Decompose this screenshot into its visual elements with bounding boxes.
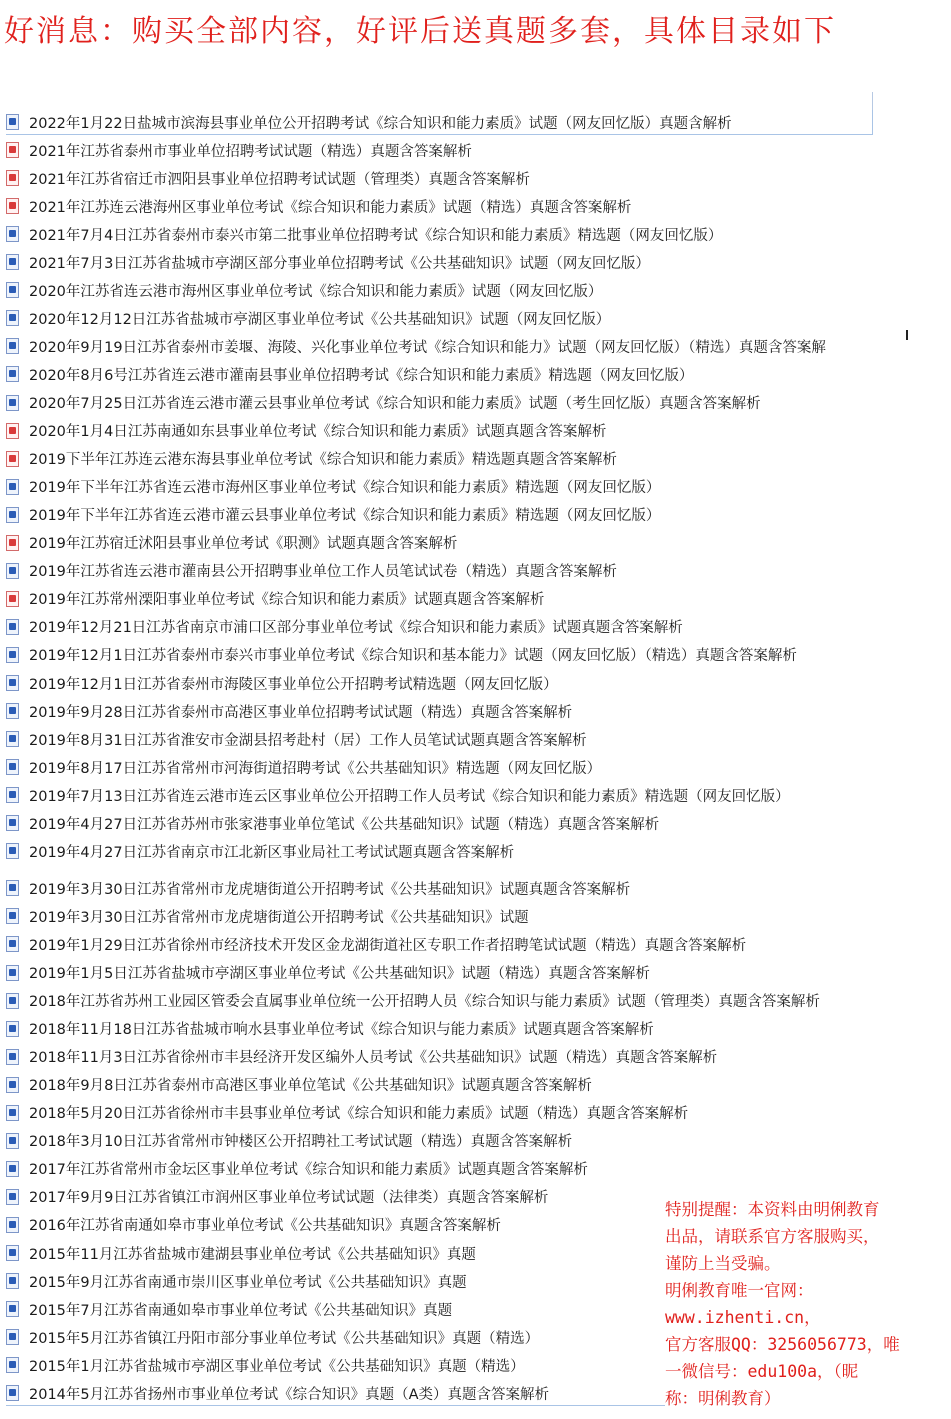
file-list-item[interactable]	[6, 1325, 539, 1349]
doc-icon	[6, 1301, 19, 1317]
file-name-label: 2018年11月18日江苏省盐城市响水县事业单位考试《综合知识与能力素质》试题真题含答案解析	[29, 1022, 654, 1039]
file-name-label: 2021年江苏连云港海州区事业单位考试《综合知识和能力素质》试题（精选）真题含答案解析	[29, 199, 632, 216]
doc-icon	[6, 675, 19, 691]
file-name-label: 2022年1月22日盐城市滨海县事业单位公开招聘考试《综合知识和能力素质》试题（网友回忆版）真题含解析	[29, 115, 732, 132]
pdf-icon	[6, 170, 19, 186]
file-name-label: 2018年3月10日江苏省常州市钟楼区公开招聘社工考试试题（精选）真题含答案解析	[29, 1134, 573, 1151]
file-name-label: 2019年1月29日江苏省徐州市经济技术开发区金龙湖街道社区专职工作者招聘笔试试题（精选）真题含答案解析	[29, 937, 747, 954]
file-list-item[interactable]	[6, 811, 659, 835]
file-list-item[interactable]	[6, 166, 530, 190]
file-list-item[interactable]	[6, 531, 457, 555]
file-list-item[interactable]	[6, 932, 746, 956]
doc-icon	[6, 965, 19, 981]
notice-line: 明俐教育唯一官网：	[665, 1281, 814, 1300]
pdf-icon	[6, 423, 19, 439]
file-name-label: 2019年8月17日江苏省常州市河海街道招聘考试《公共基础知识》精选题（网友回忆版）	[29, 760, 602, 777]
file-name-label: 2019年江苏宿迁沭阳县事业单位考试《职测》试题真题含答案解析	[29, 536, 458, 553]
file-list-item[interactable]	[6, 904, 529, 928]
file-list-item[interactable]	[6, 1129, 572, 1153]
doc-icon	[6, 563, 19, 579]
file-list-item[interactable]	[6, 503, 660, 527]
doc-icon	[6, 114, 19, 130]
pdf-icon	[6, 535, 19, 551]
file-name-label: 2015年9月江苏省南通市崇川区事业单位考试《公共基础知识》真题	[29, 1274, 467, 1291]
notice-line: 出品，请联系官方客服购买，	[665, 1227, 880, 1246]
file-list-item[interactable]	[6, 1073, 592, 1097]
file-list-item[interactable]	[6, 1241, 476, 1265]
doc-icon	[6, 787, 19, 803]
file-list-item[interactable]	[6, 699, 572, 723]
file-name-label: 2019年1月5日江苏省盐城市亭湖区事业单位考试《公共基础知识》试题（精选）真题含答案解析	[29, 966, 650, 982]
doc-icon	[6, 310, 19, 326]
file-list-item[interactable]	[6, 1157, 588, 1181]
doc-icon	[6, 366, 19, 382]
file-name-label: 2019年9月28日江苏省泰州市高港区事业单位招聘考试试题（精选）真题含答案解析	[29, 704, 573, 721]
doc-icon	[6, 395, 19, 411]
file-list-item[interactable]	[6, 1101, 688, 1125]
file-list-item[interactable]	[6, 559, 617, 583]
file-list-item[interactable]	[6, 839, 514, 863]
pdf-icon	[6, 451, 19, 467]
file-name-label: 2020年江苏省连云港市海州区事业单位考试《综合知识和能力素质》试题（网友回忆版）	[29, 283, 603, 300]
notice-line: 谨防上当受骗。	[665, 1254, 781, 1273]
file-name-label: 2020年8月6号江苏省连云港市灌南县事业单位招聘考试《综合知识和能力素质》精选题（网友回忆版）	[29, 367, 694, 384]
file-list-item[interactable]	[6, 615, 683, 639]
notice-line: 官方客服QQ：3256056773，唯	[665, 1335, 900, 1354]
doc-icon	[6, 1245, 19, 1261]
notice-line: www.izhenti.cn，	[665, 1308, 821, 1327]
doc-icon	[6, 731, 19, 747]
file-list-item[interactable]	[6, 1017, 654, 1041]
file-name-label: 2021年7月4日江苏省泰州市泰兴市第二批事业单位招聘考试《综合知识和能力素质》精选题（网友回忆版）	[29, 227, 723, 244]
notice-line: 称：明俐教育）	[665, 1389, 781, 1408]
file-name-label: 2015年11月江苏省盐城市建湖县事业单位考试《公共基础知识》真题	[29, 1246, 476, 1263]
file-name-label: 2021年7月3日江苏省盐城市亭湖区部分事业单位招聘考试《公共基础知识》试题（网友回忆版）	[29, 255, 650, 272]
doc-icon	[6, 1357, 19, 1373]
notice-line: 特别提醒：本资料由明俐教育	[665, 1200, 880, 1219]
file-list-item[interactable]	[6, 1185, 548, 1209]
file-name-label: 2019年12月21日江苏省南京市浦口区部分事业单位考试《综合知识和能力素质》试题真题含答案解析	[29, 620, 683, 637]
doc-icon	[6, 703, 19, 719]
file-list-item[interactable]	[6, 961, 650, 985]
file-name-label: 2016年江苏省南通如皋市事业单位考试《公共基础知识》真题含答案解析	[29, 1218, 501, 1235]
file-list-item[interactable]	[6, 110, 873, 135]
file-name-label: 2015年7月江苏省南通如皋市事业单位考试《公共基础知识》真题	[29, 1302, 453, 1319]
file-name-label: 2020年7月25日江苏省连云港市灌云县事业单位考试《综合知识和能力素质》试题（考生回忆版）真题含答案解析	[29, 396, 761, 412]
file-list-item[interactable]	[6, 989, 820, 1013]
file-name-label: 2015年1月江苏省盐城市亭湖区事业单位考试《公共基础知识》真题（精选）	[29, 1358, 525, 1375]
doc-icon	[6, 619, 19, 635]
doc-icon	[6, 507, 19, 523]
doc-icon	[6, 1077, 19, 1093]
file-name-label: 2019年4月27日江苏省南京市江北新区事业局社工考试试题真题含答案解析	[29, 844, 515, 861]
file-name-label: 2019年江苏省连云港市灌南县公开招聘事业单位工作人员笔试试卷（精选）真题含答案解析	[29, 564, 617, 581]
file-list-item[interactable]	[6, 475, 660, 499]
doc-icon	[6, 1217, 19, 1233]
file-list-item[interactable]	[6, 755, 601, 779]
doc-icon	[6, 993, 19, 1009]
file-list-item[interactable]	[6, 671, 558, 695]
file-name-label: 2015年5月江苏省镇江丹阳市部分事业单位考试《公共基础知识》真题（精选）	[29, 1330, 540, 1347]
doc-icon	[6, 479, 19, 495]
file-list-item[interactable]	[6, 306, 610, 330]
file-list-item[interactable]	[6, 447, 617, 471]
doc-icon	[6, 647, 19, 663]
file-name-label: 2018年5月20日江苏省徐州市丰县事业单位考试《综合知识和能力素质》试题（精选）真题含答案解析	[29, 1106, 689, 1123]
file-list-item[interactable]	[6, 1213, 501, 1237]
notice-line: 一微信号：edu100a，（昵	[665, 1362, 859, 1381]
doc-icon	[6, 1105, 19, 1121]
file-list-item[interactable]	[6, 1353, 525, 1377]
file-list-item[interactable]	[6, 1045, 717, 1069]
file-name-label: 2020年1月4日江苏南通如东县事业单位考试《综合知识和能力素质》试题真题含答案解析	[29, 424, 607, 441]
pdf-icon	[6, 198, 19, 214]
file-name-label: 2019年3月30日江苏省常州市龙虎塘街道公开招聘考试《公共基础知识》试题真题含答案解析	[29, 881, 631, 898]
file-name-label: 2019年7月13日江苏省连云港市连云区事业单位公开招聘工作人员考试《综合知识和能力素质》精选题（网友回忆版）	[29, 788, 790, 805]
file-name-label: 2019年12月1日江苏省泰州市泰兴市事业单位考试《综合知识和基本能力》试题（网友回忆版）（精选）真题含答案解析	[29, 648, 797, 665]
file-name-label: 2019年4月27日江苏省苏州市张家港事业单位笔试《公共基础知识》试题（精选）真题含答案解析	[29, 816, 660, 833]
file-list-item[interactable]	[6, 876, 630, 900]
file-list-item[interactable]	[6, 222, 722, 246]
file-list-item[interactable]	[6, 1269, 467, 1293]
doc-icon	[6, 1329, 19, 1345]
file-list-item[interactable]	[6, 138, 472, 162]
file-name-label: 2019年3月30日江苏省常州市龙虎塘街道公开招聘考试《公共基础知识》试题	[29, 909, 529, 926]
file-name-label: 2019年下半年江苏省连云港市灌云县事业单位考试《综合知识和能力素质》精选题（网友回忆版）	[29, 508, 661, 525]
file-list-item[interactable]	[6, 194, 631, 218]
file-name-label: 2020年12月12日江苏省盐城市亭湖区事业单位考试《公共基础知识》试题（网友回忆版）	[29, 311, 611, 328]
file-list-item[interactable]	[6, 1297, 452, 1321]
file-name-label: 2021年江苏省宿迁市泗阳县事业单位招聘考试试题（管理类）真题含答案解析	[29, 171, 530, 188]
doc-icon	[6, 254, 19, 270]
doc-icon	[6, 880, 19, 896]
doc-icon	[6, 815, 19, 831]
file-list-item[interactable]	[6, 727, 587, 751]
file-name-label: 2019年江苏常州溧阳事业单位考试《综合知识和能力素质》试题真题含答案解析	[29, 592, 545, 609]
promo-banner: 好消息：购买全部内容，好评后送真题多套，具体目录如下	[4, 14, 836, 49]
doc-icon	[6, 1189, 19, 1205]
doc-icon	[6, 759, 19, 775]
file-list-item[interactable]	[6, 783, 790, 807]
file-list-item[interactable]	[6, 391, 761, 415]
doc-icon	[6, 843, 19, 859]
doc-icon	[6, 1049, 19, 1065]
file-list-item[interactable]	[6, 587, 544, 611]
doc-icon	[6, 1021, 19, 1037]
pdf-icon	[6, 142, 19, 158]
file-name-label: 2021年江苏省泰州市事业单位招聘考试试题（精选）真题含答案解析	[29, 143, 472, 160]
file-list-item[interactable]	[6, 362, 693, 386]
file-list-item[interactable]	[6, 643, 797, 667]
doc-icon	[6, 1273, 19, 1289]
file-name-label: 2018年9月8日江苏省泰州市高港区事业单位笔试《公共基础知识》试题真题含答案解析	[29, 1078, 592, 1095]
file-name-label: 2018年江苏省苏州工业园区管委会直属事业单位统一公开招聘人员《综合知识与能力素质》试题（管理类）真题含答案解析	[29, 994, 820, 1011]
file-name-label: 2019年下半年江苏省连云港市海州区事业单位考试《综合知识和能力素质》精选题（网友回忆版）	[29, 480, 661, 497]
doc-icon	[6, 1161, 19, 1177]
doc-icon	[6, 338, 19, 354]
doc-icon	[6, 908, 19, 924]
doc-icon	[6, 282, 19, 298]
contact-notice	[665, 1196, 935, 1412]
file-name-label: 2014年5月江苏省扬州市事业单位考试《综合知识》真题（A类）真题含答案解析	[29, 1386, 550, 1403]
file-name-label: 2017年江苏省常州市金坛区事业单位考试《综合知识和能力素质》试题真题含答案解析	[29, 1162, 588, 1179]
file-name-label: 2017年9月9日江苏省镇江市润州区事业单位考试试题（法律类）真题含答案解析	[29, 1190, 549, 1207]
pdf-icon	[6, 591, 19, 607]
file-list-item[interactable]	[6, 334, 826, 358]
file-name-label: 2019下半年江苏连云港东海县事业单位考试《综合知识和能力素质》精选题真题含答案解析	[29, 452, 617, 469]
file-name-label: 2019年12月1日江苏省泰州市海陵区事业单位公开招聘考试精选题（网友回忆版）	[29, 676, 558, 693]
doc-icon	[6, 226, 19, 242]
doc-icon	[6, 936, 19, 952]
file-name-label: 2020年9月19日江苏省泰州市姜堰、海陵、兴化事业单位考试《综合知识和能力》试题（网友回忆版）（精选）真题含答案解	[29, 339, 826, 356]
file-name-label: 2019年8月31日江苏省淮安市金湖县招考赴村（居）工作人员笔试试题真题含答案解析	[29, 732, 587, 749]
doc-icon	[6, 1133, 19, 1149]
file-list-item[interactable]	[6, 419, 606, 443]
file-list-item[interactable]	[6, 250, 650, 274]
doc-icon	[6, 1385, 19, 1401]
file-list-item[interactable]	[6, 278, 602, 302]
file-name-label: 2018年11月3日江苏省徐州市丰县经济开发区编外人员考试《公共基础知识》试题（精选）真题含答案解析	[29, 1050, 718, 1067]
